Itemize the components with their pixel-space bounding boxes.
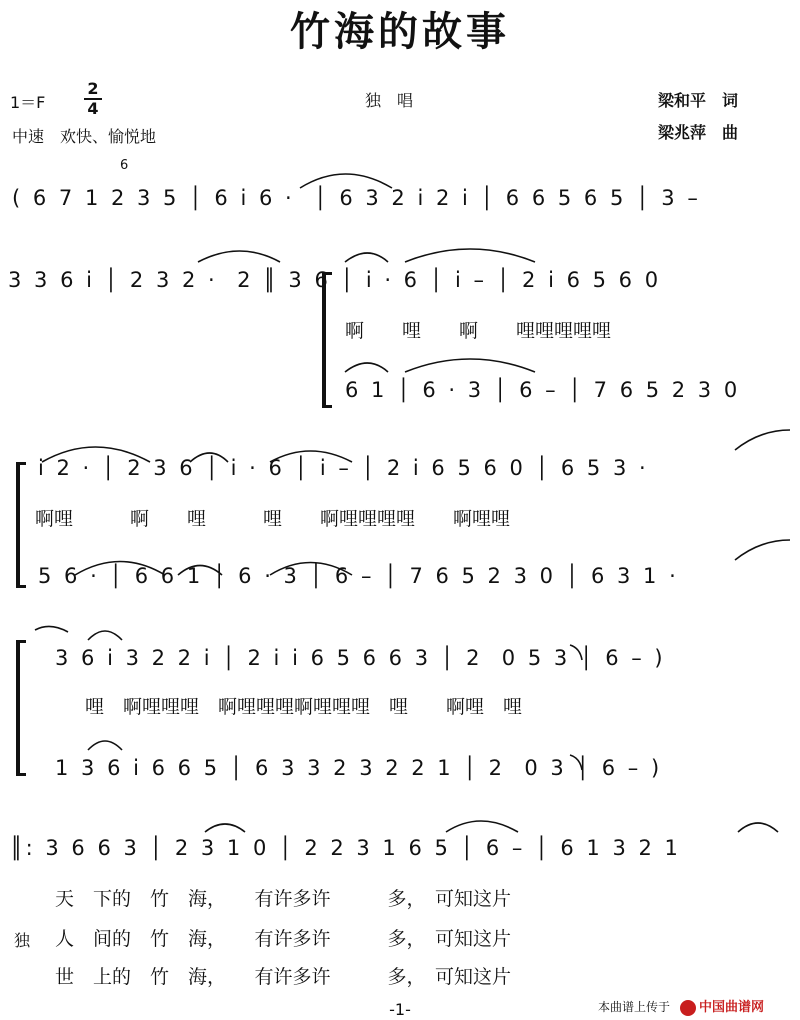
ornament-mark: 6 bbox=[120, 158, 129, 173]
site-watermark bbox=[680, 996, 764, 1016]
site-name: 中国曲谱网 bbox=[699, 1000, 765, 1015]
lyric-line-upper: 哩 啊哩哩哩 啊哩哩哩啊哩哩哩 哩 啊哩 哩 bbox=[85, 696, 523, 718]
solo-marker: 独 bbox=[14, 931, 31, 950]
lyric-line-upper: 啊 哩 啊 哩哩哩哩哩 bbox=[345, 320, 612, 342]
site-logo-icon bbox=[680, 1000, 696, 1016]
notation-line: ( 6 7 1 2 3 5 │ 6 i 6 · │ 6 3 2 i 2 i │ 6 6 5 6 5 │ 3 – bbox=[12, 186, 701, 210]
lyricist: 梁和平 词 bbox=[658, 91, 739, 110]
time-signature-bottom: 4 bbox=[87, 99, 99, 118]
system-bracket bbox=[322, 272, 332, 408]
verse-2: 人 间的 竹 海， 有许多许 多， 可知这片 bbox=[55, 928, 512, 950]
verse-3: 世 上的 竹 海， 有许多许 多， 可知这片 bbox=[55, 966, 512, 988]
system-bracket bbox=[16, 462, 26, 588]
tempo-marking: 中速 欢快、愉悦地 bbox=[12, 127, 157, 146]
lyric-line-upper: 啊哩 啊 哩 哩 啊哩哩哩哩 啊哩哩 bbox=[35, 508, 511, 530]
notation-line: ║: 3 6 6 3 │ 2 3 1 0 │ 2 2 3 1 6 5 │ 6 – │ 6 1 3 2 1 bbox=[10, 836, 681, 860]
performance-type: 独 唱 bbox=[365, 91, 414, 110]
upload-notice: 本曲谱上传于 bbox=[598, 1000, 671, 1014]
notation-line-lower: 5 6 · │ 6 6 1 │ 6 · 3 │ 6 – │ 7 6 5 2 3 0 │ 6 3 1 · bbox=[38, 564, 679, 588]
notation-line-upper: 3 6 i 3 2 2 i │ 2 i i 6 5 6 6 3 │ 2 0 5 3 │ 6 – ) bbox=[55, 646, 666, 670]
time-signature-top: 2 bbox=[87, 79, 99, 98]
page-number: -1- bbox=[389, 1000, 411, 1019]
notation-line-lower: 6 1 │ 6 · 3 │ 6 – │ 7 6 5 2 3 0 bbox=[345, 378, 741, 402]
verse-1: 天 下的 竹 海， 有许多许 多， 可知这片 bbox=[55, 888, 512, 910]
notation-line-upper: 3 3 6 i │ 2 3 2 · 2 ║ 3 6 │ i · 6 │ i – │ 2 i 6 5 6 0 bbox=[8, 268, 662, 292]
key-signature: 1＝F bbox=[10, 93, 46, 112]
notation-line-upper: i 2 · │ 2 3 6 │ i · 6 │ i – │ 2 i 6 5 6 0 │ 6 5 3 · bbox=[38, 456, 649, 480]
page-title: 竹海的故事 bbox=[290, 9, 510, 55]
composer: 梁兆萍 曲 bbox=[658, 123, 739, 142]
notation-line-lower: 1 3 6 i 6 6 5 │ 6 3 3 2 3 2 2 1 │ 2 0 3 │ 6 – ) bbox=[55, 756, 663, 780]
system-bracket bbox=[16, 640, 26, 776]
